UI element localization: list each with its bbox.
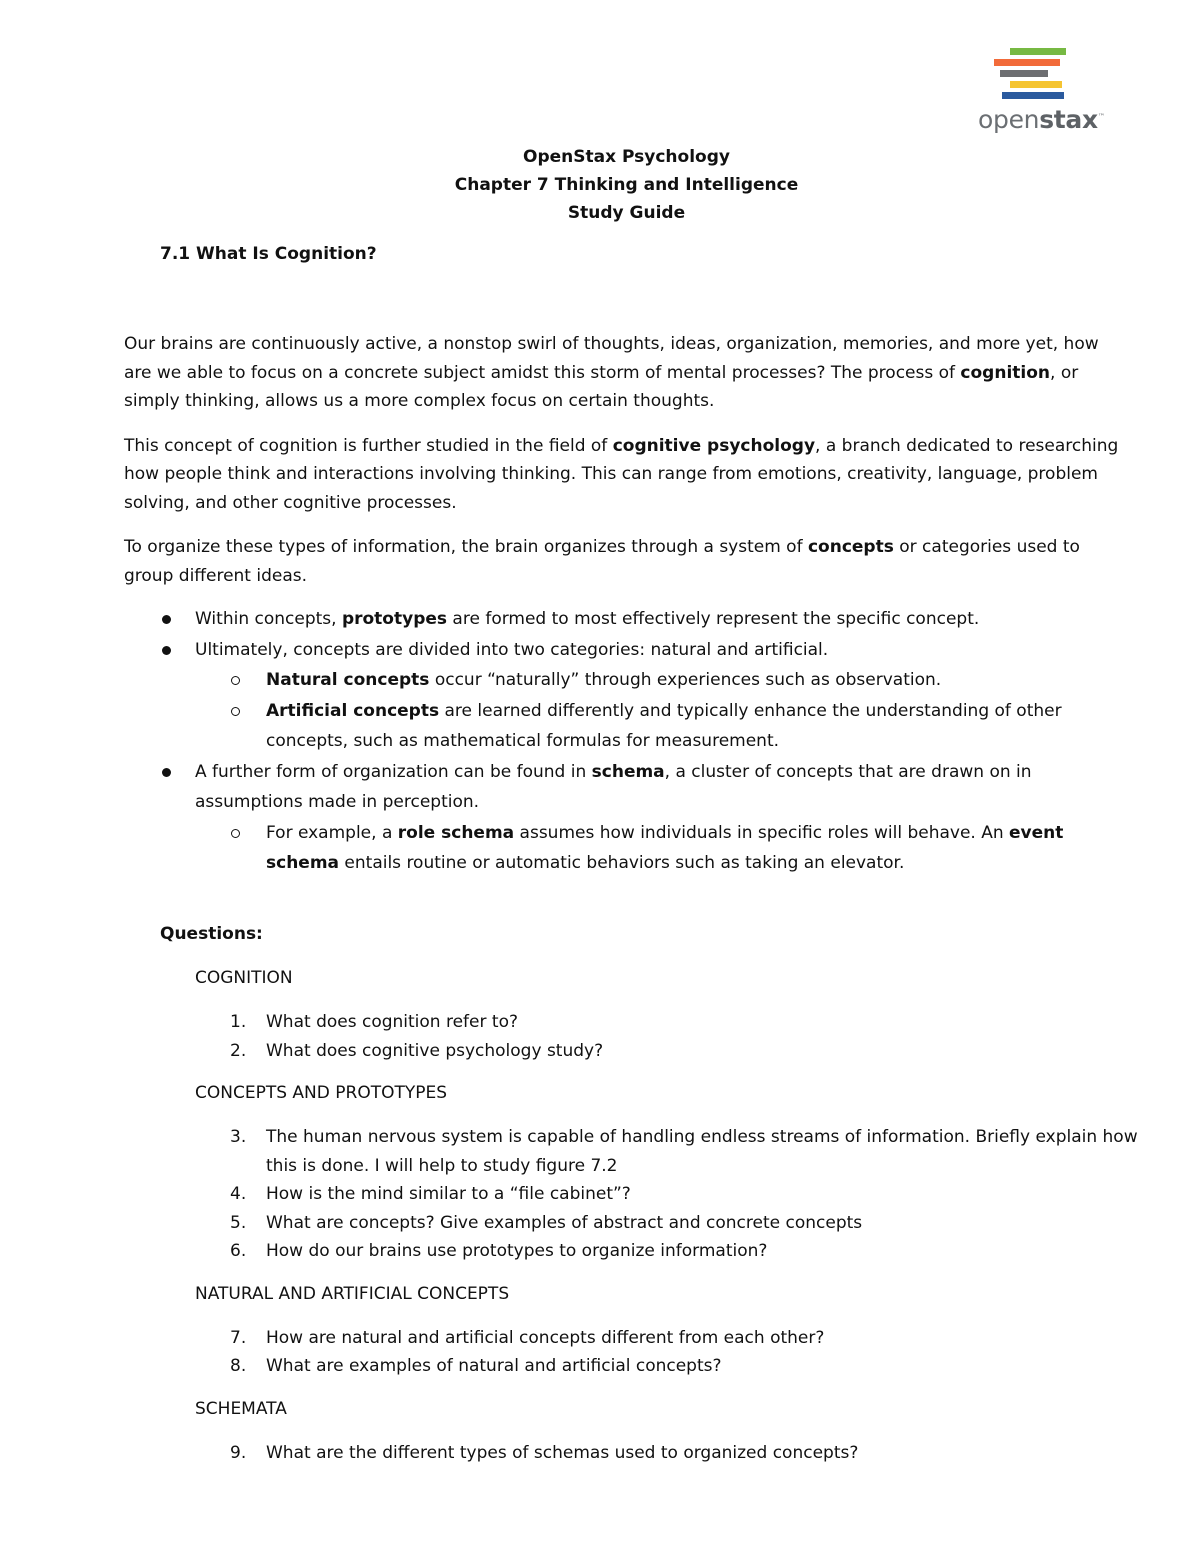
question-text: What are examples of natural and artificial concepts? xyxy=(266,1356,722,1376)
paragraph-cognition: Our brains are continuously active, a nonstop swirl of thoughts, ideas, organization, memories, and more yet, how are we able to focus on a concrete subject amidst this storm of mental processes? The process of cognition, or simply thinking, allows us a more complex focus on certain thoughts. xyxy=(124,334,1099,411)
question-text: What are the different types of schemas used to organized concepts? xyxy=(266,1442,859,1463)
sub-bullet-item: Artificial concepts are learned differently and typically enhance the understanding of other concepts, such as mathematical formulas for measurement. xyxy=(124,696,1124,757)
question-item xyxy=(160,1439,1160,1468)
question-group-title: NATURAL AND ARTIFICIAL CONCEPTS xyxy=(195,1283,510,1304)
bullet-dot-icon xyxy=(162,615,171,624)
question-group xyxy=(160,964,1160,1065)
questions-section xyxy=(160,920,1160,1481)
question-number: 6. xyxy=(230,1241,247,1261)
bullet-item: Within concepts, prototypes are formed to most effectively represent the specific concept. xyxy=(124,604,1124,635)
question-text: What does cognition refer to? xyxy=(266,1012,518,1032)
question-item xyxy=(160,1008,1160,1037)
paragraph-cognitive-psychology: This concept of cognition is further studied in the field of cognitive psychology, a branch dedicated to researching how people think and interactions involving thinking. This can range from emotions, creativity, language, problem solving, and other cognitive processes. xyxy=(124,435,1119,513)
openstax-logo xyxy=(976,45,1106,135)
bullet-circle-icon xyxy=(231,829,240,838)
question-list xyxy=(160,1123,1160,1266)
question-group xyxy=(160,1280,1160,1381)
logo-wordmark: openstax™ xyxy=(978,105,1105,134)
question-text: What are concepts? Give examples of abstract and concrete concepts xyxy=(266,1212,863,1233)
section-title: 7.1 What Is Cognition? xyxy=(160,244,377,264)
question-list xyxy=(160,1008,1160,1065)
question-group-title: SCHEMATA xyxy=(195,1398,287,1419)
guide-title: Study Guide xyxy=(567,203,686,223)
question-number: 7. xyxy=(230,1327,247,1348)
paragraph-concepts: To organize these types of information, the brain organizes through a system of concepts or categories used to group different ideas. xyxy=(124,537,1080,586)
question-list xyxy=(160,1324,1160,1381)
question-group-title: CONCEPTS AND PROTOTYPES xyxy=(195,1083,448,1103)
chapter-title: Chapter 7 Thinking and Intelligence xyxy=(454,175,799,195)
body-paragraphs xyxy=(124,330,1124,606)
course-title: OpenStax Psychology xyxy=(523,147,730,167)
question-item xyxy=(160,1037,1160,1066)
bullet-dot-icon xyxy=(162,646,171,655)
logo-stripe-yellow xyxy=(1010,81,1062,88)
bullet-item: A further form of organization can be found in schema, a cluster of concepts that are drawn on in assumptions made in perception. xyxy=(124,757,1124,818)
question-item xyxy=(160,1324,1160,1353)
logo-stripe-gray xyxy=(1000,70,1048,77)
question-group xyxy=(160,1395,1160,1468)
question-list xyxy=(160,1439,1160,1468)
logo-stripe-green xyxy=(1010,48,1066,55)
bullet-circle-icon xyxy=(231,707,240,716)
question-group xyxy=(160,1079,1160,1266)
bullet-circle-icon xyxy=(231,676,240,685)
question-item xyxy=(160,1209,1160,1238)
question-text: How are natural and artificial concepts different from each other? xyxy=(266,1327,825,1348)
logo-stripe-blue xyxy=(1002,92,1064,99)
sub-bullet-item: For example, a role schema assumes how individuals in specific roles will behave. An event schema entails routine or automatic behaviors such as taking an elevator. xyxy=(124,818,1124,879)
question-item xyxy=(160,1352,1160,1381)
question-number: 3. xyxy=(230,1127,247,1147)
bullet-dot-icon xyxy=(162,768,171,777)
question-text: How is the mind similar to a “file cabinet”? xyxy=(266,1184,631,1204)
question-number: 5. xyxy=(230,1212,247,1233)
question-text: The human nervous system is capable of handling endless streams of information. Briefly explain how this is done. I will help to study figure 7.2 xyxy=(266,1127,1138,1176)
bullet-list xyxy=(124,604,1124,879)
question-item xyxy=(160,1180,1160,1209)
question-number: 8. xyxy=(230,1356,247,1376)
logo-stripe-orange xyxy=(994,59,1060,66)
question-text: What does cognitive psychology study? xyxy=(266,1040,604,1061)
questions-heading: Questions: xyxy=(160,924,263,944)
question-number: 9. xyxy=(230,1442,247,1463)
question-number: 2. xyxy=(230,1040,247,1061)
sub-bullet-item: Natural concepts occur “naturally” through experiences such as observation. xyxy=(124,665,1124,696)
bullet-item: Ultimately, concepts are divided into two categories: natural and artificial. xyxy=(124,635,1124,666)
question-item xyxy=(160,1123,1160,1180)
question-group-title: COGNITION xyxy=(195,968,293,988)
document-header xyxy=(0,143,1200,227)
question-item xyxy=(160,1237,1160,1266)
question-number: 1. xyxy=(230,1012,247,1032)
question-number: 4. xyxy=(230,1184,247,1204)
question-text: How do our brains use prototypes to organize information? xyxy=(266,1241,768,1261)
